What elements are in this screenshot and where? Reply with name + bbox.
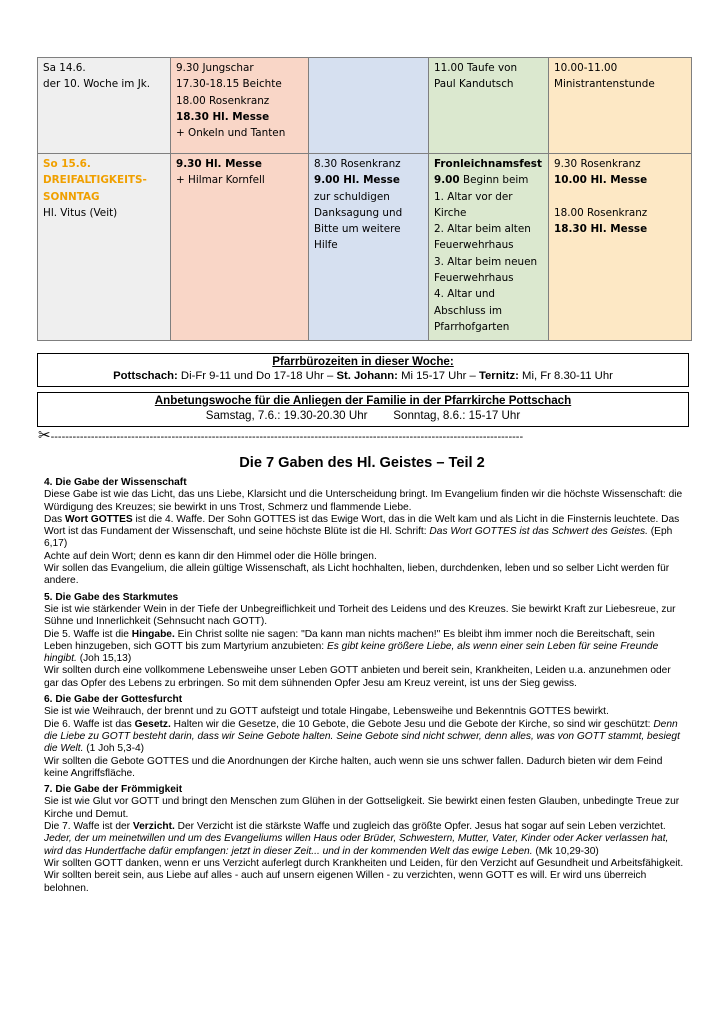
- paragraph-run: Achte auf dein Wort; denn es kann dir den Himmel oder die Hölle bringen.: [44, 550, 377, 562]
- schedule-line: Pfarrhofgarten: [434, 320, 510, 333]
- section-paragraph: [44, 514, 684, 551]
- paragraph-run: Diese Gabe ist wie das Licht, das uns Liebe, Klarsicht und die Unterscheidung bringt. Im Evangelium finden wir die höchste Wissenschaft: die Würdigung des Kreuzes; sie bewirkt in uns Trost, Schmerz und flammende Liebe.: [44, 489, 683, 513]
- schedule-row: [38, 154, 692, 341]
- schedule-line: 2. Altar beim alten: [434, 223, 531, 236]
- adoration-box: [37, 392, 689, 427]
- section-paragraph: [44, 858, 684, 895]
- office-hours-line: [38, 369, 688, 384]
- schedule-line: 11.00 Taufe von: [434, 62, 518, 74]
- schedule-line: Hl. Vitus (Veit): [43, 206, 118, 219]
- paragraph-run: Der Verzicht ist die stärkste Waffe und zugleich das größte Opfer. Jesus hat sogar auf sein Leben verzichtet.: [174, 821, 666, 833]
- office-hours-box: [37, 353, 689, 387]
- schedule-line: 18.00 Rosenkranz: [554, 206, 648, 219]
- schedule-cell: [171, 58, 309, 154]
- schedule-line: + Onkeln und Tanten: [176, 127, 286, 140]
- schedule-cell: [309, 154, 429, 341]
- section-paragraph: [44, 563, 684, 588]
- scissors-icon: ✂: [38, 428, 51, 444]
- paragraph-run: Das Wort GOTTES ist das Schwert des Geistes.: [429, 526, 648, 538]
- schedule-body: [38, 58, 692, 341]
- schedule-line: Ministrantenstunde: [554, 78, 655, 91]
- section-heading: 6. Die Gabe der Gottesfurcht: [44, 694, 183, 706]
- cut-line: [38, 428, 688, 444]
- office-hours-part: Mi 15-17 Uhr –: [397, 370, 479, 382]
- paragraph-run: Wort GOTTES: [64, 513, 133, 525]
- schedule-line: DREIFALTIGKEITS-: [43, 174, 147, 187]
- article-body: [44, 477, 684, 899]
- schedule-line: 17.30-18.15 Beichte: [176, 78, 282, 91]
- article-section: [44, 694, 684, 780]
- office-hours-title: Pfarrbürozeiten in dieser Woche:: [272, 355, 454, 368]
- schedule-line: 9.30 Rosenkranz: [554, 158, 641, 170]
- schedule-time: 9.00: [434, 174, 460, 187]
- schedule-cell: [171, 154, 309, 341]
- schedule-line: der 10. Woche im Jk.: [43, 78, 151, 91]
- paragraph-run: Sie ist wie stärkender Wein in der Tiefe der Unbegreiflichkeit und Torheit des Leidens und des Kreuzes. Sie bewirkt Kraft zur Liebesreue, zur Sühne und Innerlichkeit (Sehnsucht nach GOTT).: [44, 603, 676, 628]
- schedule-line: Danksagung und: [314, 206, 403, 219]
- paragraph-run: (Mk 10,29-30): [532, 845, 599, 857]
- section-paragraph: [44, 665, 684, 690]
- section-heading: 5. Die Gabe des Starkmutes: [44, 591, 179, 603]
- paragraph-run: Es gibt keine größere Liebe, als wenn einer sein Leben für seine Freunde hingibt.: [44, 640, 659, 665]
- schedule-line: 18.30 Hl. Messe: [176, 110, 270, 123]
- schedule-line: 10.00 Hl. Messe: [554, 174, 648, 187]
- schedule-line: + Hilmar Kornfell: [176, 174, 265, 187]
- schedule-cell: [38, 154, 171, 341]
- schedule-line: 9.30 Hl. Messe: [176, 158, 262, 170]
- office-hours-part: Ternitz:: [478, 370, 519, 382]
- article-section: [44, 477, 684, 588]
- schedule-line: Feuerwehrhaus: [434, 239, 514, 252]
- section-paragraph: [44, 719, 684, 756]
- schedule-line: [554, 189, 687, 205]
- schedule-line: 9.00 Beginn beim: [434, 174, 529, 187]
- paragraph-run: Halten wir die Gesetze, die 10 Gebote, die Gebote Jesu und die Gebote der Kirche, so sind wir geschützt:: [170, 718, 654, 730]
- paragraph-run: Wir sollen das Evangelium, die allein gültige Wissenschaft, als Licht hochhalten, lieben, durchdenken, leben und so selber Licht werden für andere.: [44, 563, 670, 587]
- schedule-line: Bitte um weitere: [314, 223, 401, 236]
- section-paragraph: [44, 756, 684, 781]
- schedule-line: Kirche: [434, 206, 467, 219]
- section-paragraph: [44, 706, 684, 718]
- paragraph-run: Denn die Liebe zu GOTT besteht darin, dass wir Seine Gebote halten. Seine Gebote sind nicht schwer, denn alles, was von GOTT stammt, besiegt die Welt.: [44, 718, 680, 755]
- paragraph-run: Das: [44, 513, 65, 525]
- schedule-line: Hilfe: [314, 239, 338, 252]
- section-paragraph: [44, 629, 684, 666]
- paragraph-run: Sie ist wie Glut vor GOTT und bringt den Menschen zum Glühen in der Gottseligkeit. Sie bewirkt einen festen Glauben, unbedingte Treue zur Kirche und Demut.: [44, 796, 680, 820]
- article-section: [44, 592, 684, 690]
- office-hours-part: Di-Fr 9-11 und Do 17-18 Uhr –: [177, 370, 337, 382]
- paragraph-run: Die 5. Waffe ist die: [44, 628, 132, 640]
- paragraph-run: Die 7. Waffe ist der: [44, 821, 133, 833]
- schedule-cell: [309, 58, 429, 154]
- schedule-line: Sa 14.6.: [43, 62, 86, 74]
- adoration-title: Anbetungswoche für die Anliegen der Familie in der Pfarrkirche Pottschach: [154, 394, 572, 407]
- schedule-line: 18.30 Hl. Messe: [554, 223, 648, 236]
- schedule-line: 1. Altar vor der: [434, 190, 513, 203]
- paragraph-run: (Joh 15,13): [76, 653, 132, 665]
- paragraph-run: Wir sollten die Gebote GOTTES und die Anordnungen der Kirche halten, auch wenn sie uns schwer fallen. Dadurch bieten wir dem Feind keine Angriffsfläche.: [44, 755, 663, 779]
- paragraph-run: Ein Christ sollte nie sagen: "Da kann man nichts machen!" Es bleibt ihm immer noch die Bereitschaft, sein Leben hinzugeben, sich GOTT bis zum Martyrium anzubieten:: [44, 628, 655, 652]
- office-hours-part: Pottschach:: [113, 370, 178, 382]
- schedule-line: Fronleichnamsfest: [434, 158, 542, 170]
- schedule-line: 4. Altar und: [434, 288, 495, 301]
- schedule-line: 18.00 Rosenkranz: [176, 94, 270, 107]
- schedule-line: 8.30 Rosenkranz: [314, 158, 401, 170]
- schedule-line: zur schuldigen: [314, 190, 390, 203]
- office-hours-part: St. Johann:: [336, 370, 398, 382]
- paragraph-run: (1 Joh 5,3-4): [83, 743, 145, 755]
- section-heading: 4. Die Gabe der Wissenschaft: [44, 477, 187, 488]
- section-paragraph: [44, 821, 684, 858]
- paragraph-run: Wir sollten durch eine vollkommene Lebensweihe unser Leben GOTT anbieten und bereit sein, Krankheiten, Leiden u.a. anzunehmen oder gar das Opfer des Lebens zu erbringen. So mit dem sühnenden Opfer Jesu am Kreuz vereint, ist uns der Sieg gewiss.: [44, 665, 671, 689]
- schedule-line: So 15.6.: [43, 158, 91, 170]
- paragraph-run: Hingabe.: [131, 628, 175, 640]
- section-paragraph: [44, 604, 684, 629]
- schedule-line: 9.30 Jungschar: [176, 62, 254, 74]
- schedule-line: 10.00-11.00: [554, 62, 618, 74]
- schedule-line: Feuerwehrhaus: [434, 272, 514, 285]
- paragraph-run: Jeder, der um meinetwillen und um des Evangeliums willen Haus oder Brüder, Schwestern, Mutter, Vater, Kinder oder Acker verlassen hat, wird das Hundertfache dafür empfangen: jetzt in dieser Zeit... und in der kommenden Welt das ewige Leben.: [44, 833, 669, 857]
- section-paragraph: [44, 551, 684, 563]
- adoration-times: Samstag, 7.6.: 19.30-20.30 Uhr Sonntag, 8.6.: 15-17 Uhr: [205, 409, 521, 422]
- schedule-line: Abschluss im: [434, 304, 503, 317]
- paragraph-run: Wir sollten GOTT danken, wenn er uns Verzicht auferlegt durch Krankheiten und Leiden, für den Verzicht auf Gesundheit und Arbeitsfähigkeit. Wir sollten bereit sein, aus Liebe auf alles - auch auf unsern eigenen Willen - zu verzichten, wenn GOTT es will. Er wird uns überreich belohnen.: [44, 857, 684, 894]
- cut-dashes: ---------------------------------------------------------------------------------------------------------------------------------: [50, 431, 524, 443]
- article-title: Die 7 Gaben des Hl. Geistes – Teil 2: [239, 455, 485, 471]
- paragraph-run: Verzicht.: [132, 821, 175, 833]
- schedule-line: 9.00 Hl. Messe: [314, 174, 400, 187]
- schedule-cell: [549, 58, 692, 154]
- article-section: [44, 784, 684, 895]
- schedule-table: [37, 57, 692, 341]
- paragraph-run: Sie ist wie Weihrauch, der brennt und zu GOTT aufsteigt und totale Hingabe, Lebensweihe und Bekenntnis GOTTES bewirkt.: [44, 706, 609, 718]
- paragraph-run: Die 6. Waffe ist das: [44, 718, 135, 730]
- schedule-cell: [549, 154, 692, 341]
- paragraph-run: Gesetz.: [134, 718, 171, 730]
- schedule-row: [38, 58, 692, 154]
- section-paragraph: [44, 796, 684, 821]
- schedule-cell: [38, 58, 171, 154]
- section-paragraph: [44, 489, 684, 514]
- schedule-line: SONNTAG: [43, 190, 100, 203]
- section-heading: 7. Die Gabe der Frömmigkeit: [44, 784, 183, 796]
- office-hours-part: Mi, Fr 8.30-11 Uhr: [518, 370, 613, 382]
- paragraph-run: (Eph 6,17): [44, 526, 673, 550]
- schedule-cell: [429, 154, 549, 341]
- schedule-cell: [429, 58, 549, 154]
- schedule-line: Paul Kandutsch: [434, 78, 514, 91]
- paragraph-run: ist die 4. Waffe. Der Sohn GOTTES ist das Ewige Wort, das in die Welt kam und als Licht in die Finsternis leuchtete. Das Wort ist das Fundament der Wissenschaft, und seine höchste Blüte ist die Hl. Schrift:: [44, 513, 680, 538]
- schedule-line: 3. Altar beim neuen: [434, 255, 538, 268]
